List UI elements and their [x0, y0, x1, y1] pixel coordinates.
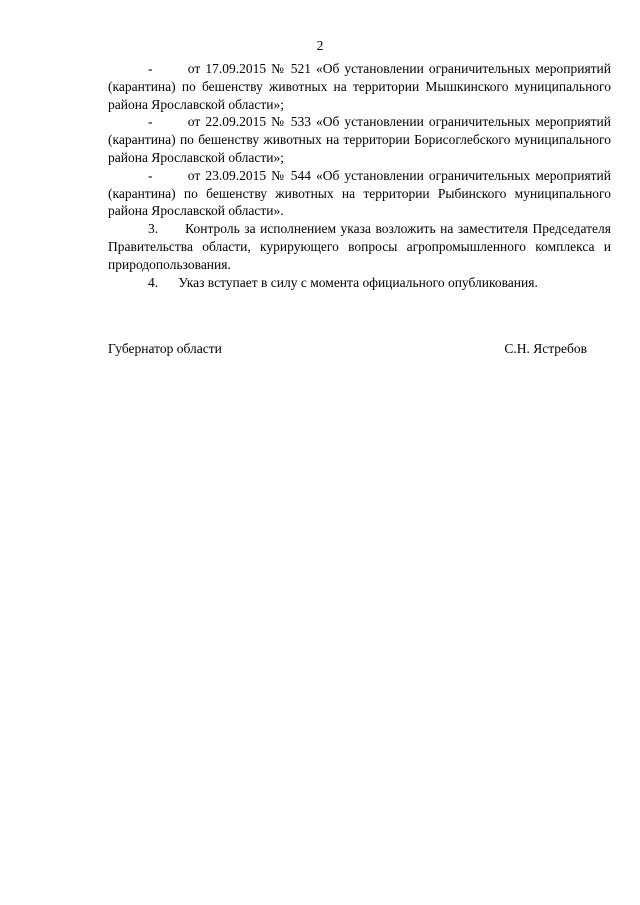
- signature-block: [108, 340, 587, 357]
- page-number: 2: [316, 38, 324, 53]
- paragraph-control-clause: 3. Контроль за исполнением указа возложить на заместителя Председателя Правительства области, курирующего вопросы агропромышленного комплекса и природопользования.: [108, 221, 611, 272]
- paragraph-repeal-item-533: - от 22.09.2015 № 533 «Об установлении ограничительных мероприятий (карантина) по бешенству животных на территории Борисоглебского муниципального района Ярославской области»;: [108, 114, 611, 165]
- paragraph-effective-clause: 4. Указ вступает в силу с момента официального опубликования.: [148, 274, 538, 290]
- paragraph-repeal-item-521: - от 17.09.2015 № 521 «Об установлении ограничительных мероприятий (карантина) по бешенству животных на территории Мышкинского муниципального района Ярославской области»;: [108, 61, 611, 112]
- document-body: [108, 60, 611, 291]
- paragraph-repeal-item-544: - от 23.09.2015 № 544 «Об установлении ограничительных мероприятий (карантина) по бешенству животных на территории Рыбинского муниципального района Ярославской области».: [108, 167, 611, 219]
- signatory-name: С.Н. Ястребов: [504, 341, 587, 356]
- signatory-position: Губернатор области: [108, 341, 222, 356]
